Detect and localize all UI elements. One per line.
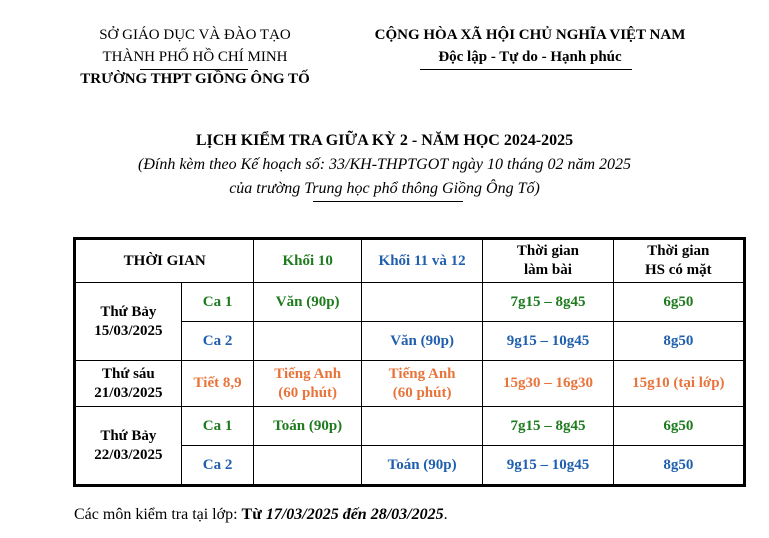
- footer-from: Từ: [241, 506, 266, 523]
- date-value: 15/03/2025: [94, 322, 163, 339]
- duration-cell: 9g15 – 10g45: [483, 322, 613, 361]
- header-presence: [613, 239, 744, 283]
- header-left: [50, 24, 340, 90]
- subtitle-underline: [313, 201, 463, 202]
- header-duration: [483, 239, 613, 283]
- header-right: [345, 24, 715, 68]
- grade11-subject-line1: Tiếng Anh: [388, 365, 456, 382]
- grade11-subject: [361, 283, 482, 322]
- session-label: Ca 2: [181, 446, 254, 486]
- header-presence-line1: Thời gian: [647, 243, 710, 259]
- table-row: [75, 361, 745, 407]
- school-name: TRƯỜNG THPT GIỒNG ÔNG TỐ: [80, 71, 310, 87]
- city-name: THÀNH PHỐ HỒ CHÍ MINH: [102, 49, 288, 65]
- duration-cell: 7g15 – 8g45: [483, 407, 613, 446]
- footer-end: .: [443, 506, 448, 523]
- date-value: 22/03/2025: [94, 446, 163, 463]
- grade10-subject: [254, 361, 361, 407]
- presence-cell: 15g10 (tại lớp): [613, 361, 744, 407]
- grade10-subject: Toán (90p): [254, 407, 361, 446]
- header-time: THỜI GIAN: [75, 239, 254, 283]
- schedule-table: [73, 237, 746, 487]
- grade10-subject: [254, 322, 361, 361]
- header-presence-line2: HS có mặt: [644, 262, 712, 278]
- session-label: Ca 1: [181, 407, 254, 446]
- date-cell: [75, 407, 182, 486]
- footer-date-range: 17/03/2025 đến 28/03/2025: [265, 506, 444, 523]
- date-value: 21/03/2025: [94, 384, 163, 401]
- table-row: [75, 407, 745, 446]
- session-label: Tiết 8,9: [181, 361, 254, 407]
- grade10-subject-line2: (60 phút): [278, 384, 338, 401]
- grade11-subject: Toán (90p): [361, 446, 482, 486]
- header-grade10: Khối 10: [254, 239, 361, 283]
- date-cell: [75, 361, 182, 407]
- duration-cell: 9g15 – 10g45: [483, 446, 613, 486]
- subtitle-line-1: (Đính kèm theo Kế hoạch số: 33/KH-THPTGOT ngày 10 tháng 02 năm 2025: [137, 156, 631, 173]
- title-block: [0, 129, 769, 201]
- grade11-subject-line2: (60 phút): [392, 384, 452, 401]
- date-weekday: Thứ sáu: [101, 365, 155, 382]
- duration-cell: 15g30 – 16g30: [483, 361, 613, 407]
- grade11-subject: Văn (90p): [361, 322, 482, 361]
- page-title: LỊCH KIỂM TRA GIỮA KỲ 2 - NĂM HỌC 2024-2025: [195, 132, 574, 149]
- grade10-subject: Văn (90p): [254, 283, 361, 322]
- presence-cell: 8g50: [613, 322, 744, 361]
- footer-prefix: Các môn kiểm tra tại lớp:: [74, 506, 242, 523]
- table-header-row: [75, 239, 745, 283]
- presence-cell: 6g50: [613, 283, 744, 322]
- motto-underline: [420, 69, 632, 70]
- footer-note: [74, 506, 448, 524]
- subtitle-line-2: của trường Trung học phổ thông Giồng Ông Tố): [229, 180, 540, 197]
- session-label: Ca 1: [181, 283, 254, 322]
- header-duration-line1: Thời gian: [516, 243, 579, 259]
- duration-cell: 7g15 – 8g45: [483, 283, 613, 322]
- date-weekday: Thứ Bảy: [100, 427, 157, 444]
- header-grade11-12: Khối 11 và 12: [361, 239, 482, 283]
- grade10-subject-line1: Tiếng Anh: [274, 365, 342, 382]
- header-duration-line2: làm bài: [523, 262, 572, 278]
- presence-cell: 6g50: [613, 407, 744, 446]
- national-title: CỘNG HÒA XÃ HỘI CHỦ NGHĨA VIỆT NAM: [374, 27, 686, 43]
- date-cell: [75, 283, 182, 361]
- department-name: SỞ GIÁO DỤC VÀ ĐÀO TẠO: [99, 27, 291, 43]
- grade11-subject: [361, 407, 482, 446]
- presence-cell: 8g50: [613, 446, 744, 486]
- grade10-subject: [254, 446, 361, 486]
- date-weekday: Thứ Bảy: [100, 303, 157, 320]
- grade11-subject: [361, 361, 482, 407]
- school-underline: [140, 69, 248, 70]
- session-label: Ca 2: [181, 322, 254, 361]
- national-motto: Độc lập - Tự do - Hạnh phúc: [438, 49, 622, 65]
- table-row: [75, 283, 745, 322]
